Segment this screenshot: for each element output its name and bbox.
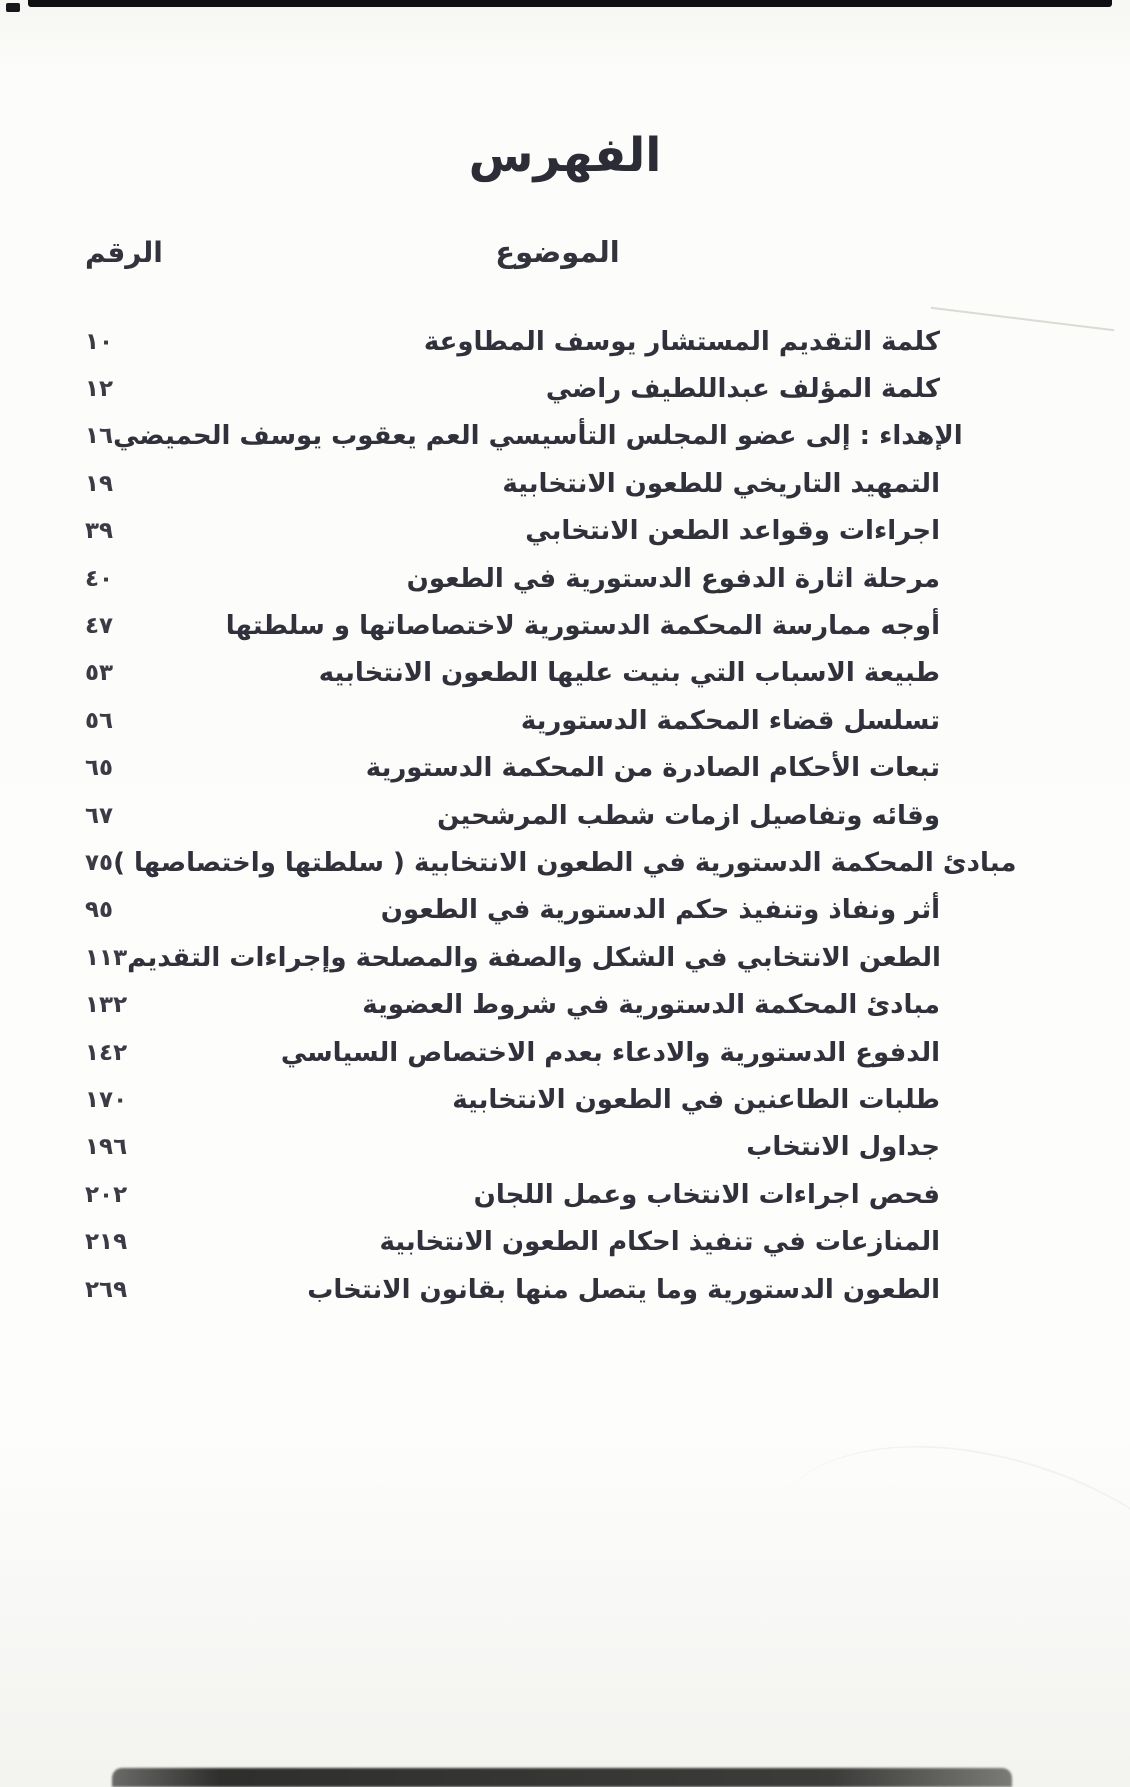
entry-page-number: ١٠: [85, 328, 114, 355]
column-header-number: الرقم: [85, 235, 163, 269]
entry-title: طلبات الطاعنين في الطعون الانتخابية: [452, 1084, 940, 1115]
toc-row: [85, 1218, 940, 1265]
toc-list: [85, 318, 1017, 1313]
entry-page-number: ١٩٦: [85, 1134, 128, 1161]
toc-row: [85, 1029, 940, 1076]
toc-row: [85, 792, 940, 839]
toc-row: [85, 508, 940, 555]
toc-row: [85, 413, 963, 460]
entry-page-number: ١٦: [85, 423, 114, 450]
entry-page-number: ٦٧: [85, 802, 114, 829]
entry-title: المنازعات في تنفيذ احكام الطعون الانتخابية: [379, 1227, 940, 1258]
entry-title: طبيعة الاسباب التي بنيت عليها الطعون الانتخابيه: [318, 658, 940, 689]
entry-page-number: ٩٥: [85, 897, 114, 924]
page-title: الفهرس: [468, 128, 662, 183]
entry-page-number: ١٤٢: [85, 1039, 128, 1066]
entry-page-number: ٧٥: [85, 849, 114, 876]
toc-row: [85, 318, 940, 365]
paper-crease: [931, 307, 1115, 332]
column-header-subject: الموضوع: [495, 235, 620, 269]
entry-page-number: ٢٦٩: [85, 1276, 128, 1303]
entry-title: الطعن الانتخابي في الشكل والصفة والمصلحة وإجراءات التقديم: [127, 942, 941, 973]
entry-title: التمهيد التاريخي للطعون الانتخابية: [502, 468, 940, 499]
entry-page-number: ١٢: [85, 376, 114, 403]
entry-title: وقائه وتفاصيل ازمات شطب المرشحين: [437, 800, 940, 831]
entry-title: مرحلة اثارة الدفوع الدستورية في الطعون: [406, 563, 940, 594]
toc-row: [85, 1124, 940, 1171]
toc-row: [85, 650, 940, 697]
entry-page-number: ٥٣: [85, 660, 114, 687]
entry-title: تبعات الأحكام الصادرة من المحكمة الدستورية: [365, 753, 940, 784]
entry-page-number: ١٩: [85, 470, 114, 497]
toc-row: [85, 365, 940, 412]
entry-title: الدفوع الدستورية والادعاء بعدم الاختصاص السياسي: [280, 1037, 940, 1068]
entry-page-number: ٥٦: [85, 707, 114, 734]
toc-row: [85, 555, 940, 602]
entry-title: الطعون الدستورية وما يتصل منها بقانون الانتخاب: [307, 1274, 940, 1305]
entry-title: مبادئ المحكمة الدستورية في شروط العضوية: [362, 990, 940, 1021]
entry-title: كلمة التقديم المستشار يوسف المطاوعة: [423, 326, 940, 357]
entry-page-number: ٣٩: [85, 518, 114, 545]
scan-edge-top-left-dash: [6, 3, 20, 12]
toc-row: [85, 981, 940, 1028]
scan-edge-top: [28, 0, 1112, 7]
entry-title: الإهداء : إلى عضو المجلس التأسيسي العم يعقوب يوسف الحميضي: [113, 421, 963, 452]
entry-title: جداول الانتخاب: [746, 1132, 940, 1163]
entry-title: مبادئ المحكمة الدستورية في الطعون الانتخابية ( سلطتها واختصاصها ): [113, 847, 1017, 878]
entry-title: فحص اجراءات الانتخاب وعمل اللجان: [473, 1179, 940, 1210]
entry-page-number: ٢٠٢: [85, 1181, 128, 1208]
scan-edge-bottom: [112, 1768, 1012, 1787]
entry-title: أوجه ممارسة المحكمة الدستورية لاختصاصاتها و سلطتها: [225, 611, 940, 642]
entry-page-number: ٦٥: [85, 755, 114, 782]
toc-row: [85, 1076, 940, 1123]
toc-row: [85, 839, 1017, 886]
toc-column-headers: [85, 226, 940, 278]
entry-page-number: ١١٣: [85, 944, 128, 971]
toc-row: [85, 1171, 940, 1218]
toc-row: [85, 934, 940, 981]
toc-row: [85, 745, 940, 792]
entry-page-number: ١٧٠: [85, 1086, 128, 1113]
entry-page-number: ١٣٢: [85, 992, 128, 1019]
entry-page-number: ٢١٩: [85, 1229, 128, 1256]
entry-title: أثر ونفاذ وتنفيذ حكم الدستورية في الطعون: [380, 895, 940, 926]
toc-row: [85, 697, 940, 744]
entry-page-number: ٤٠: [85, 565, 114, 592]
entry-title: اجراءات وقواعد الطعن الانتخابي: [525, 516, 940, 547]
toc-row: [85, 602, 940, 649]
entry-page-number: ٤٧: [85, 613, 114, 640]
entry-title: تسلسل قضاء المحكمة الدستورية: [520, 705, 940, 736]
toc-row: [85, 1266, 940, 1313]
entry-title: كلمة المؤلف عبداللطيف راضي: [545, 374, 940, 405]
toc-row: [85, 460, 940, 507]
toc-row: [85, 887, 940, 934]
